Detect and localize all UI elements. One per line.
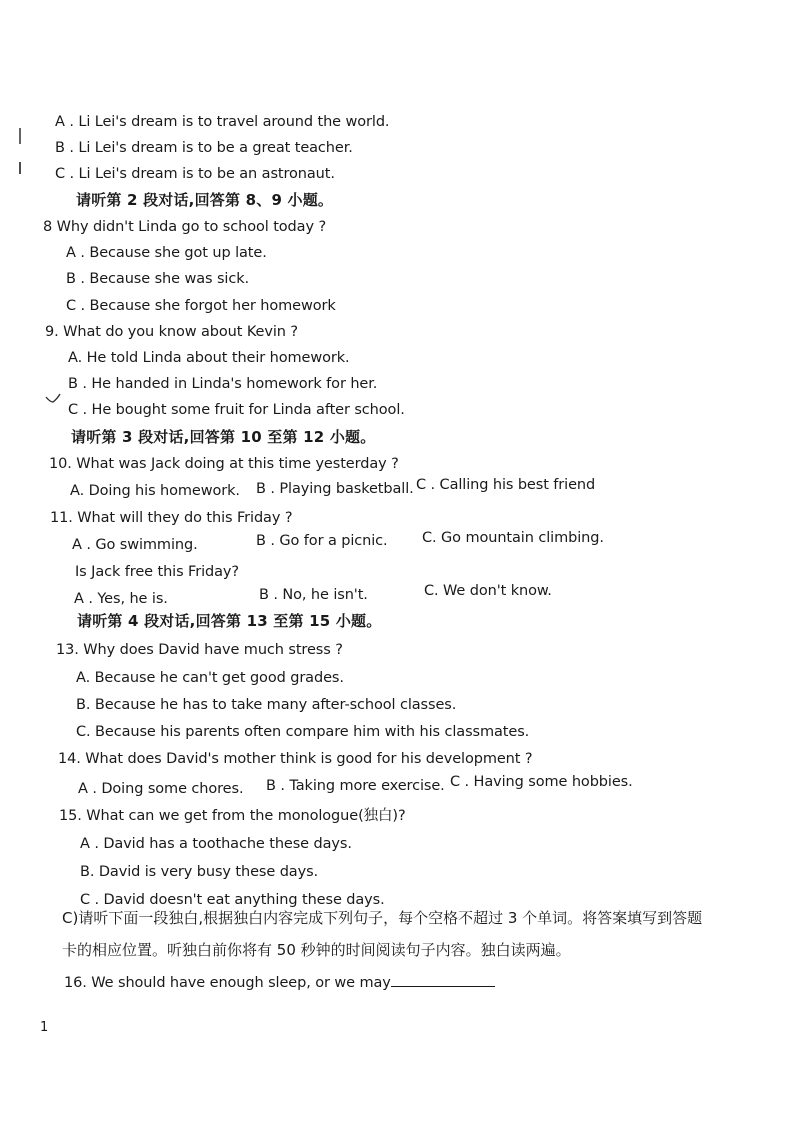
page-number: 1 <box>40 1020 49 1035</box>
question-11: 11. What will they do this Friday ? <box>50 510 293 526</box>
q13-option-c: C. Because his parents often compare him with his classmates. <box>76 724 530 740</box>
q11-option-c: C. Go mountain climbing. <box>422 530 604 546</box>
q8-option-a: A . Because she got up late. <box>66 245 267 261</box>
scan-mark-left-margin <box>16 126 24 180</box>
q7-option-b: B . Li Lei's dream is to be a great teacher. <box>55 140 353 156</box>
q8-option-c: C . Because she forgot her homework <box>66 298 336 314</box>
q15-option-a: A . David has a toothache these days. <box>80 836 352 852</box>
q7-option-c: C . Li Lei's dream is to be an astronaut. <box>55 166 335 182</box>
q8-option-b: B . Because she was sick. <box>66 271 250 287</box>
q9-option-a: A. He told Linda about their homework. <box>68 350 350 366</box>
question-14: 14. What does David's mother think is good for his development ? <box>58 751 533 767</box>
question-13: 13. Why does David have much stress ? <box>56 642 343 658</box>
q12-option-a: A . Yes, he is. <box>74 591 168 607</box>
question-12: Is Jack free this Friday? <box>75 564 239 580</box>
section-heading-dialogue-3: 请听第 3 段对话,回答第 10 至第 12 小题。 <box>71 428 376 446</box>
q14-option-b: B . Taking more exercise. <box>266 778 445 794</box>
question-9: 9. What do you know about Kevin ? <box>45 324 298 340</box>
question-10: 10. What was Jack doing at this time yesterday ? <box>49 456 399 472</box>
section-c-instructions-line-1: C)请听下面一段独白,根据独白内容完成下列句子，每个空格不超过 3 个单词。将答案填写到答题 <box>62 909 703 927</box>
q7-option-a: A . Li Lei's dream is to travel around the world. <box>55 114 390 130</box>
section-heading-dialogue-4: 请听第 4 段对话,回答第 13 至第 15 小题。 <box>77 612 382 630</box>
question-8: 8 Why didn't Linda go to school today ? <box>43 219 327 235</box>
question-16-text: 16. We should have enough sleep, or we may <box>64 975 391 991</box>
q11-option-a: A . Go swimming. <box>72 537 198 553</box>
question-16 <box>64 972 495 993</box>
question-15: 15. What can we get from the monologue(独白)? <box>59 808 406 824</box>
q11-option-b: B . Go for a picnic. <box>256 533 388 549</box>
q13-option-a: A. Because he can't get good grades. <box>76 670 344 686</box>
q15-option-b: B. David is very busy these days. <box>80 864 319 880</box>
q14-option-c: C . Having some hobbies. <box>450 774 633 790</box>
q12-option-c: C. We don't know. <box>424 583 552 599</box>
section-c-instructions-line-2: 卡的相应位置。听独白前你将有 50 秒钟的时间阅读句子内容。独白读两遍。 <box>62 941 571 959</box>
check-mark-icon <box>44 391 62 405</box>
q14-option-a: A . Doing some chores. <box>78 781 244 797</box>
q13-option-b: B. Because he has to take many after-school classes. <box>76 697 457 713</box>
answer-blank-16[interactable] <box>391 972 495 987</box>
q12-option-b: B . No, he isn't. <box>259 587 368 603</box>
q10-option-c: C . Calling his best friend <box>416 477 596 493</box>
q9-option-b: B . He handed in Linda's homework for her. <box>68 376 378 392</box>
q9-option-c: C . He bought some fruit for Linda after school. <box>68 402 405 418</box>
q15-option-c: C . David doesn't eat anything these days. <box>80 892 385 908</box>
section-heading-dialogue-2: 请听第 2 段对话,回答第 8、9 小题。 <box>76 191 334 209</box>
q10-option-b: B . Playing basketball. <box>256 481 414 497</box>
q10-option-a: A. Doing his homework. <box>70 483 240 499</box>
